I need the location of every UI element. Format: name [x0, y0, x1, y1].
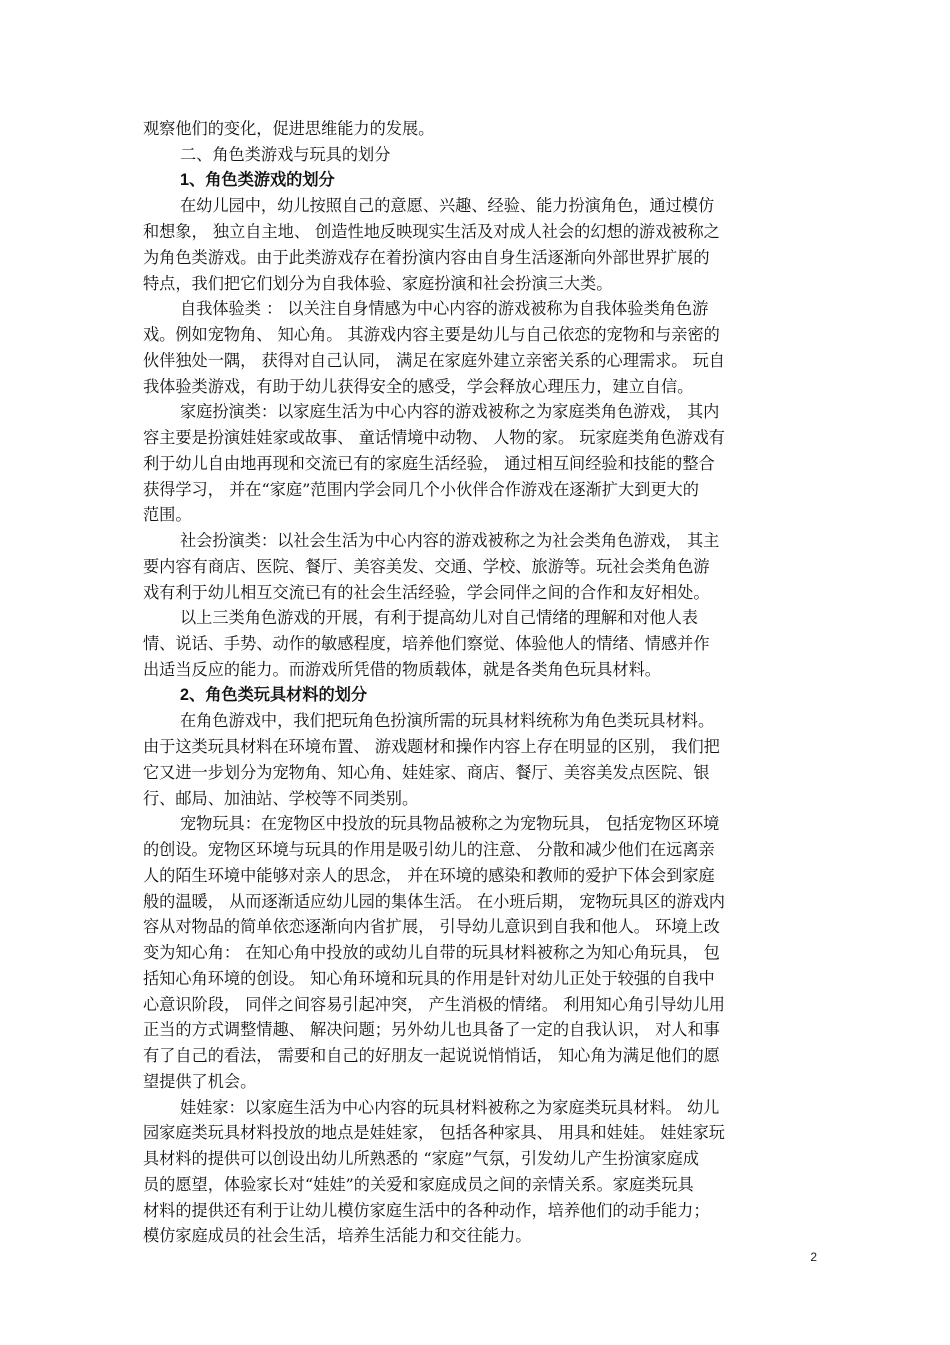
text-line: 心意识阶段， 同伴之间容易引起冲突， 产生消极的情绪。 利用知心角引导幼儿用: [143, 994, 725, 1014]
text-line: 伙伴独处一隅， 获得对自己认同， 满足在家庭外建立亲密关系的心理需求。 玩自: [143, 350, 725, 370]
text-line: 戏。例如宠物角、 知心角。 其游戏内容主要是幼儿与自己依恋的宠物和与亲密的: [143, 325, 720, 344]
text-line: 园家庭类玩具材料投放的地点是娃娃家， 包括各种家具、 用具和娃娃。 娃娃家玩: [143, 1123, 725, 1143]
text-line: 它又进一步划分为宠物角、知心角、娃娃家、商店、餐厅、美容美发点医院、银: [143, 762, 710, 782]
text-line: 特点，我们把它们划分为自我体验、家庭扮演和社会扮演三大类。: [143, 273, 613, 293]
text-line: 具材料的提供可以创设出幼儿所熟悉的 “家庭”气氛，引发幼儿产生扮演家庭成: [143, 1149, 699, 1168]
text-line: 材料的提供还有利于让幼儿模仿家庭生活中的各种动作，培养他们的动手能力；: [143, 1200, 710, 1220]
text-line: 人的陌生环境中能够对亲人的思念， 并在环境的感染和教师的爱护下体会到家庭: [143, 865, 715, 885]
text-line: 的创设。宠物区环境与玩具的作用是吸引幼儿的注意、 分散和减少他们在远离亲: [143, 840, 715, 859]
text-line: 以上三类角色游戏的开展，有利于提高幼儿对自己情绪的理解和对他人表: [180, 608, 698, 628]
text-line: 为角色类游戏。由于此类游戏存在着扮演内容由自身生活逐渐向外部世界扩展的: [143, 247, 710, 267]
text-line: 变为知心角： 在知心角中投放的或幼儿自带的玩具材料被称之为知心角玩具， 包: [143, 943, 720, 962]
text-line: 容主要是扮演娃娃家或故事、 童话情境中动物、 人物的家。 玩家庭类角色游戏有: [143, 428, 725, 447]
text-line: 宠物玩具：在宠物区中投放的玩具物品被称之为宠物玩具， 包括宠物区环境: [180, 814, 720, 834]
text-line: 在幼儿园中，幼儿按照自己的意愿、兴趣、经验、能力扮演角色，通过模仿: [180, 196, 715, 216]
text-line: 情、说话、手势、动作的敏感程度，培养他们察觉、体验他人的情绪、情感并作: [143, 634, 710, 653]
text-line: 和想象， 独立自主地、 创造性地反映现实生活及对成人社会的幻想的游戏被称之: [143, 222, 720, 241]
text-line: 般的温暖， 从而逐渐适应幼儿园的集体生活。 在小班后期， 宠物玩具区的游戏内: [143, 891, 725, 911]
text-line: 由于这类玩具材料在环境布置、 游戏题材和操作内容上存在明显的区别， 我们把: [143, 737, 720, 756]
text-line: 望提供了机会。: [143, 1071, 257, 1091]
text-line: 正当的方式调整情趣、 解决问题；另外幼儿也具备了一定的自我认识， 对人和事: [143, 1020, 720, 1040]
subsection-heading: 1、角色类游戏的划分: [180, 170, 335, 189]
text-line: 自我体验类 ： 以关注自身情感为中心内容的游戏被称为自我体验类角色游: [180, 299, 709, 319]
text-line: 戏有利于幼儿相互交流已有的社会生活经验，学会同伴之间的合作和友好相处。: [143, 582, 710, 602]
text-line: 要内容有商店、医院、餐厅、美容美发、交通、学校、旅游等。玩社会类角色游: [143, 556, 710, 576]
text-line: 出适当反应的能力。而游戏所凭借的物质载体，就是各类角色玩具材料。: [143, 659, 661, 679]
text-line: 容从对物品的简单依恋逐渐向内省扩展， 引导幼儿意识到自我和他人。 环境上改: [143, 917, 720, 937]
text-line: 社会扮演类：以社会生活为中心内容的游戏被称之为社会类角色游戏， 其主: [180, 531, 720, 550]
text-line: 利于幼儿自由地再现和交流已有的家庭生活经验， 通过相互间经验和技能的整合: [143, 453, 715, 473]
text-line: 括知心角环境的创设。 知心角环境和玩具的作用是针对幼儿正处于较强的自我中: [143, 968, 715, 988]
text-line: 行、邮局、加油站、学校等不同类别。: [143, 788, 419, 808]
page-number: 2: [810, 1250, 817, 1264]
text-line: 娃娃家：以家庭生活为中心内容的玩具材料被称之为家庭类玩具材料。 幼儿: [180, 1097, 720, 1117]
subsection-heading: 2、角色类玩具材料的划分: [180, 685, 368, 704]
text-line: 获得学习， 并在“家庭”范围内学会同几个小伙伴合作游戏在逐渐扩大到更大的: [143, 479, 699, 499]
text-line: 员的愿望，体验家长对“娃娃”的关爱和家庭成员之间的亲情关系。家庭类玩具: [143, 1174, 694, 1194]
text-line: 我体验类游戏，有助于幼儿获得安全的感受，学会释放心理压力，建立自信。: [143, 376, 694, 396]
section-heading: 二、角色类游戏与玩具的划分: [180, 144, 391, 164]
text-line: 在角色游戏中，我们把玩角色扮演所需的玩具材料统称为角色类玩具材料。: [180, 711, 715, 731]
text-line: 观察他们的变化，促进思维能力的发展。: [143, 119, 435, 138]
text-line: 家庭扮演类：以家庭生活为中心内容的游戏被称之为家庭类角色游戏， 其内: [180, 402, 720, 422]
text-line: 模仿家庭成员的社会生活，培养生活能力和交往能力。: [143, 1226, 532, 1246]
page-body: [143, 116, 811, 1249]
text-line: 有了自己的看法， 需要和自己的好朋友一起说说悄悄话， 知心角为满足他们的愿: [143, 1046, 720, 1065]
text-line: 范围。: [143, 505, 192, 525]
